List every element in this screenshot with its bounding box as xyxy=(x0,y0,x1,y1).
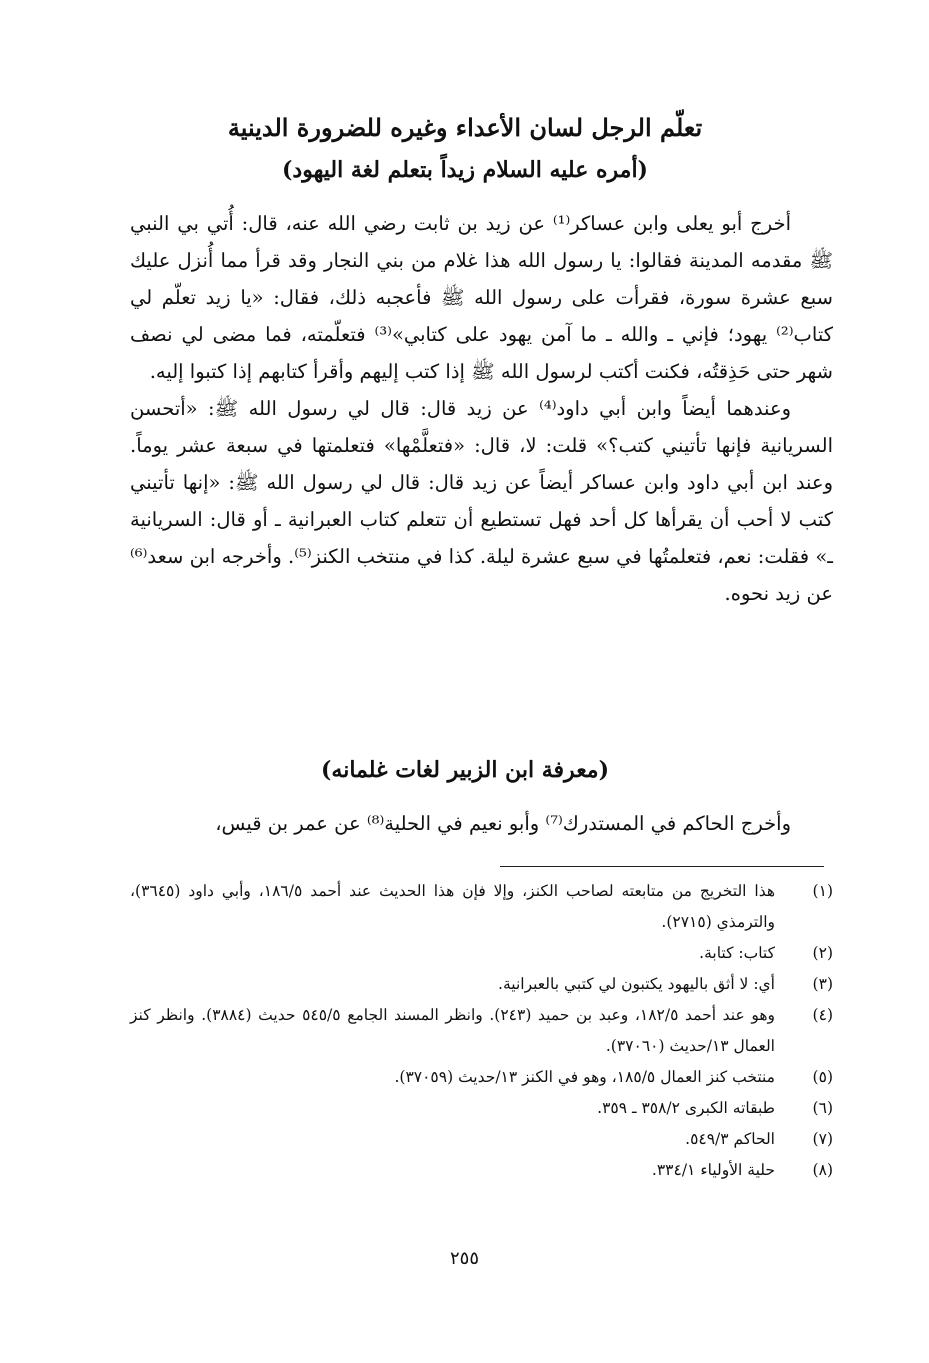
section-heading-2: (معرفة ابن الزبير لغات غلمانه) xyxy=(321,757,609,783)
footnote-text: الحاكم ٥٤٩/٣. xyxy=(685,1130,775,1148)
footnote-text: كتاب: كتابة. xyxy=(699,944,775,962)
footnote-number: (١) xyxy=(812,882,833,900)
footnote-number: (٧) xyxy=(812,1130,833,1148)
chapter-title: تعلّم الرجل لسان الأعداء وغيره للضرورة الدينية xyxy=(227,113,703,142)
footnote-number: (٤) xyxy=(812,1006,833,1024)
body-paragraph-3: وأخرج الحاكم في المستدرك⁽⁷⁾ وأبو نعيم في الحلية⁽⁸⁾ عن عمر بن قيس، xyxy=(215,812,791,835)
section-2-body xyxy=(130,805,833,842)
footnote-2 xyxy=(130,938,833,969)
footnote-3 xyxy=(130,969,833,1000)
footnote-text: حلية الأولياء ٣٣٤/١. xyxy=(651,1161,775,1179)
footnote-1 xyxy=(130,876,833,938)
footnote-text: طبقاته الكبرى ٣٥٨/٢ ـ ٣٥٩. xyxy=(597,1099,775,1117)
footnote-number: (٨) xyxy=(812,1161,833,1179)
footnote-text: هذا التخريج من متابعته لصاحب الكنز، وإلا فإن هذا الحديث عند أحمد ١٨٦/٥، وأبي داود (٣٦٤٥)، والترمذي (٢٧١٥). xyxy=(130,882,776,931)
section-subtitle: (أمره عليه السلام زيداً بتعلم لغة اليهود) xyxy=(282,157,648,183)
footnote-number: (٣) xyxy=(812,975,833,993)
body-paragraph-2: وعندهما أيضاً وابن أبي داود⁽⁴⁾ عن زيد قال: قال لي رسول الله ﷺ: «أتحسن السريانية فإنها تأتيني كتب؟» قلت: لا، قال: «فتعلَّمْها» فتعلمتها في سبعة عشر يوماً. وعند ابن أبي داود وابن عساكر أيضاً عن زيد قال: قال لي رسول الله ﷺ: «إنها تأتيني كتب لا أحب أن يقرأها كل أحد فهل تستطيع أن تتعلم كتاب العبرانية ـ أو قال: السريانية ـ» فقلت: نعم، فتعلمتُها في سبع عشرة ليلة. كذا في منتخب الكنز⁽⁵⁾. وأخرجه ابن سعد⁽⁶⁾ عن زيد نحوه. xyxy=(130,397,834,605)
footnote-7 xyxy=(130,1124,833,1155)
section-body xyxy=(130,205,833,612)
page-number: ٢٥٥ xyxy=(449,1248,479,1269)
footnote-6 xyxy=(130,1093,833,1124)
footnote-4 xyxy=(130,1000,833,1062)
footnote-text: منتخب كنز العمال ١٨٥/٥، وهو في الكنز ١٣/حديث (٣٧٠٥٩). xyxy=(394,1068,775,1086)
footnote-separator xyxy=(500,866,824,867)
footnote-number: (٥) xyxy=(812,1068,833,1086)
footnote-5 xyxy=(130,1062,833,1093)
footnote-number: (٢) xyxy=(812,944,833,962)
footnote-number: (٦) xyxy=(812,1099,833,1117)
footnote-text: أي: لا أثق باليهود يكتبون لي كتبي بالعبرانية. xyxy=(498,975,775,993)
body-paragraph-1: أخرج أبو يعلى وابن عساكر⁽¹⁾ عن زيد بن ثابت رضي الله عنه، قال: أُتي بي النبي ﷺ مقدمه المدينة فقالوا: يا رسول الله هذا غلام من بني النجار وقد قرأ مما أُنزل عليك سبع عشرة سورة، فقرأت على رسول الله ﷺ فأعجبه ذلك، فقال: «يا زيد تعلّم لي كتاب⁽²⁾ يهود؛ فإني ـ والله ـ ما آمن يهود على كتابي»⁽³⁾ فتعلّمته، فما مضى لي نصف شهر حتى حَذِقتُه، فكنت أكتب لرسول الله ﷺ إذا كتب إليهم وأقرأ كتابهم إذا كتبوا إليه. xyxy=(130,212,833,383)
footnotes xyxy=(130,876,833,1186)
footnote-text: وهو عند أحمد ١٨٢/٥، وعبد بن حميد (٢٤٣). وانظر المسند الجامع ٥٤٥/٥ حديث (٣٨٨٤). وانظر كنز العمال ١٣/حديث (٣٧٠٦٠). xyxy=(130,1006,775,1055)
footnote-8 xyxy=(130,1155,833,1186)
